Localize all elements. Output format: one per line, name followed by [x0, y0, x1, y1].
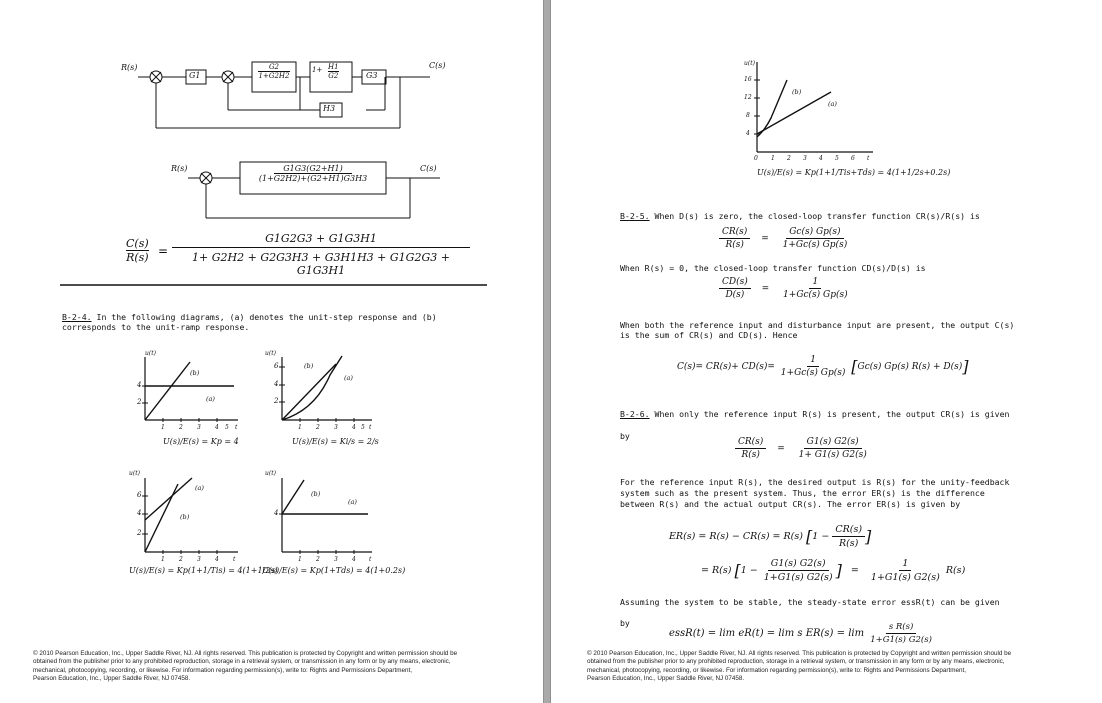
b26-text6: Assuming the system to be stable, the steady-state error essR(t) can be given: [620, 597, 1000, 607]
plot2-caption: U(s)/E(s) = Ki/s = 2/s: [292, 437, 379, 446]
top-plot: [551, 0, 1102, 170]
b26-eq3-br-prefix: 1 −: [740, 565, 758, 576]
top-plot-ytick-16: 16: [744, 76, 752, 83]
b25-eq1-den: 1+Gc(s) Gp(s): [782, 240, 848, 250]
b26-eq1-lhs-num: CR(s): [735, 437, 766, 449]
plot2-xtick-1: 1: [298, 424, 302, 431]
top-plot-xtick-0: 0: [754, 155, 758, 162]
top-plot-ytick-4: 4: [746, 130, 750, 137]
b25-eq1-num: Gc(s) Gp(s): [786, 227, 843, 239]
plot3-label-b: (b): [180, 513, 190, 521]
plot2-ytick-2: 2: [274, 397, 279, 405]
diagram1-output: C(s): [429, 61, 446, 70]
plot2-xtick-t: t: [369, 424, 372, 431]
tf-lhs-num: C(s): [126, 237, 149, 250]
plot3-caption: U(s)/E(s) = Kp(1+1/Tis) = 4(1+1/2s): [129, 566, 278, 575]
b25-eq2-den: 1+Gc(s) Gp(s): [783, 290, 848, 300]
top-plot-xtick-1: 1: [771, 155, 775, 162]
b26-eq2: ER(s) = R(s) − CR(s) = R(s) [1 − $\frac{CR(s)}{R(s)}$ ]: [669, 524, 872, 549]
b25-text1: When D(s) is zero, the closed-loop transfer function CR(s)/R(s) is: [654, 211, 980, 221]
plot-4: [279, 478, 372, 554]
b26-eq4: [669, 622, 935, 645]
block-g2-num: G2: [258, 63, 290, 72]
b26-eq1-lhs-den: R(s): [741, 450, 760, 460]
b26-line1: [620, 409, 1009, 419]
top-plot-xtick-4: 4: [819, 155, 823, 162]
tf-lhs-den: R(s): [126, 251, 149, 264]
tf-num: G1G2G3 + G1G3H1: [172, 232, 470, 248]
b25-text4: is the sum of CR(s) and CD(s). Hence: [620, 330, 798, 340]
left-footer-line4: Pearson Education, Inc., Upper Saddle River, NJ 07458.: [33, 674, 191, 682]
plot4-ytick-4: 4: [274, 509, 279, 517]
top-plot-xtick-2: 2: [787, 155, 791, 162]
plot-2: [279, 356, 372, 422]
b25-text3: When both the reference input and disturbance input are present, the output C(s): [620, 320, 1015, 330]
left-footer-line2: obtained from the publisher prior to any prohibited reproduction, storage in a retrieval system, or transmission in any form or by any means, electronic,: [33, 658, 451, 666]
plot1-label-b: (b): [190, 369, 200, 377]
top-plot-ylabel: u(t): [744, 60, 755, 67]
plot1-ramp-line: [145, 362, 190, 420]
diagram2-output: C(s): [420, 164, 437, 173]
b25-eq3-bracket: Gc(s) Gp(s) R(s) + D(s): [857, 362, 963, 372]
plot4-xtick-2: 2: [316, 556, 320, 563]
plot2-ytick-4: 4: [274, 380, 279, 388]
plot-3: [142, 478, 238, 554]
plot2-label-a: (a): [344, 374, 353, 382]
b24-label: B-2-4.: [62, 312, 92, 322]
top-plot-ytick-8: 8: [746, 112, 750, 119]
b25-eq2: $\frac{CD(s)}{D(s)}$ = $\frac{1}{1+Gc(s) Gp(s)}$: [719, 277, 851, 300]
b26-eq2-lhs: ER(s) = R(s) − CR(s) = R(s): [669, 531, 803, 542]
plot4-label-b: (b): [311, 490, 321, 498]
b26-eq3-lhs: = R(s): [701, 565, 732, 576]
plot3-ytick-4: 4: [137, 509, 142, 517]
plot3-ylabel: u(t): [129, 470, 140, 477]
b25-text2: When R(s) = 0, the closed-loop transfer function CD(s)/D(s) is: [620, 263, 926, 273]
b26-text2: by: [620, 431, 630, 441]
b26-eq3-tail: R(s): [945, 565, 966, 576]
b26-eq1-num: G1(s) G2(s): [804, 437, 862, 449]
diagram2-input: R(s): [171, 164, 188, 173]
plot-1: [142, 357, 238, 422]
plot3-label-a: (a): [195, 484, 204, 492]
top-plot-ytick-12: 12: [744, 94, 752, 101]
block-mid-prefix: 1+: [312, 66, 323, 74]
right-footer-line4: Pearson Education, Inc., Upper Saddle River, NJ 07458.: [587, 674, 745, 682]
b26-eq2-br-prefix: 1 −: [812, 531, 830, 542]
plot1-ytick-2: 2: [137, 398, 142, 406]
plot1-xtick-5: 5: [225, 424, 229, 431]
plot3-xtick-1: 1: [161, 556, 165, 563]
b25-eq3-den: 1+Gc(s) Gp(s): [780, 368, 846, 378]
b26-eq3: = R(s) [1 − $\frac{G1(s) G2(s)}{1+G1(s) G2(s)}$ ] = $\frac{1}{1+G1(s) G2(s)}$ R(s): [701, 558, 966, 583]
right-footer-line2: obtained from the publisher prior to any prohibited reproduction, storage in a retrieval system, or transmission in any form or by any means, electronic,: [587, 658, 1005, 666]
diagram2-den: (1+G2H2)+(G2+H1)G3H3: [258, 174, 368, 183]
plot3-ytick-2: 2: [137, 529, 142, 537]
b25-eq2-num: 1: [809, 277, 821, 289]
b24-text1: In the following diagrams, (a) denotes the unit-step response and (b): [96, 312, 437, 322]
b26-text5: between R(s) and the actual output CR(s). The error ER(s) is given by: [620, 499, 961, 509]
top-plot-label-b: (b): [792, 88, 802, 96]
plot2-xtick-5: 5: [361, 424, 365, 431]
plot1-xtick-1: 1: [161, 424, 165, 431]
b26-text7: by: [620, 618, 630, 628]
b24-plots: [0, 0, 543, 600]
b26-eq2-br-den: R(s): [838, 538, 859, 549]
plot2-xtick-4: 4: [352, 424, 356, 431]
plot1-label-a: (a): [206, 395, 215, 403]
plot4-xtick-t: t: [369, 556, 372, 563]
b26-eq1: $\frac{CR(s)}{R(s)}$ = $\frac{G1(s) G2(s)}{1+ G1(s) G2(s)}$: [735, 437, 870, 460]
b25-eq3-lhs: C(s)= CR(s)+ CD(s)=: [677, 362, 775, 372]
block-g2-den: 1+G2H2: [258, 72, 290, 80]
top-plot-line-b: [757, 80, 787, 137]
plot4-xtick-3: 3: [334, 556, 338, 563]
left-footer-line1: © 2010 Pearson Education, Inc., Upper Saddle River, NJ. All rights reserved. This publication is protected by Copyright and written permission should be: [33, 650, 458, 657]
plot2-xtick-3: 3: [334, 424, 338, 431]
block-mid-den: G2: [328, 72, 339, 80]
plot4-ramp-line: [282, 480, 304, 514]
diagram1-input: R(s): [121, 63, 138, 72]
plot1-xtick-4: 4: [215, 424, 219, 431]
right-page: [551, 0, 1102, 703]
tf-den: 1+ G2H2 + G2G3H3 + G3H1H3 + G1G2G3 + G1G3H1: [192, 251, 450, 277]
b25-eq2-lhs-den: D(s): [725, 290, 745, 300]
plot1-xtick-t: t: [235, 424, 238, 431]
plot4-caption: U(s)/E(s) = Kp(1+Tds) = 4(1+0.2s): [262, 566, 406, 575]
b25-label: B-2-5.: [620, 211, 650, 221]
left-footer-line3: mechanical, photocopying, recording, or likewise. For information regarding permission(s), write to: Rights and Permissions Department,: [33, 666, 413, 674]
b25-eq2-lhs-num: CD(s): [719, 277, 751, 289]
b26-text4: system such as the present system. Thus, the error ER(s) is the difference: [620, 488, 985, 498]
plot4-xtick-1: 1: [298, 556, 302, 563]
b25-eq1-lhs-den: R(s): [725, 240, 744, 250]
plot4-ylabel: u(t): [265, 470, 276, 477]
b25-eq1-lhs-num: CR(s): [719, 227, 750, 239]
top-plot-xtick-t: t: [867, 155, 870, 162]
left-footer: [33, 650, 457, 683]
right-footer-line1: © 2010 Pearson Education, Inc., Upper Saddle River, NJ. All rights reserved. This publication is protected by Copyright and written permission should be: [587, 650, 1012, 657]
plot3-xtick-t: t: [233, 556, 236, 563]
b26-eq3-r-num: 1: [899, 558, 911, 571]
plot2-xtick-2: 2: [316, 424, 320, 431]
b26-eq4-den: 1+G1(s) G2(s): [870, 635, 932, 645]
plot1-ytick-4: 4: [137, 381, 142, 389]
plot3-ramp-line: [145, 484, 178, 552]
b25-eq3-num: 1: [807, 355, 819, 367]
b26-eq2-br-num: CR(s): [832, 524, 865, 537]
b26-eq3-br-den: 1+G1(s) G2(s): [763, 572, 833, 583]
top-plot-xtick-6: 6: [851, 155, 855, 162]
b25-eq1: $\frac{CR(s)}{R(s)}$ = $\frac{Gc(s) Gp(s)}{1+Gc(s) Gp(s)}$: [719, 227, 850, 250]
b25-line1: [620, 211, 980, 221]
b26-label: B-2-6.: [620, 409, 650, 419]
block-g3: G3: [366, 71, 378, 80]
block-h3: H3: [323, 104, 336, 113]
plot1-caption: U(s)/E(s) = Kp = 4: [163, 437, 239, 446]
plot4-label-a: (a): [348, 498, 357, 506]
plot3-xtick-2: 2: [179, 556, 183, 563]
b25-eq3: C(s)= CR(s)+ CD(s)= $\frac{1}{1+Gc(s) Gp(s)}$ [Gc(s) Gp(s) R(s) + D(s)]: [677, 355, 969, 378]
plot1-ylabel: u(t): [145, 350, 156, 357]
left-page: [0, 0, 543, 703]
b26-text3: For the reference input R(s), the desired output is R(s) for the unity-feedback: [620, 477, 1010, 487]
top-plot-label-a: (a): [828, 100, 837, 108]
plot2-ytick-6: 6: [274, 362, 279, 370]
plot3-xtick-4: 4: [215, 556, 219, 563]
b24-text2: corresponds to the unit-ramp response.: [62, 322, 250, 332]
b26-eq4-lhs: essR(t) = lim eR(t) = lim s ER(s) = lim: [669, 628, 865, 639]
right-footer-line3: mechanical, photocopying, recording, or likewise. For information regarding permission(s), write to: Rights and Permissions Department,: [587, 666, 967, 674]
block-mid-num: H1: [328, 63, 339, 71]
block-g1: G1: [189, 71, 201, 80]
b26-eq3-mid: =: [850, 565, 859, 576]
b26-text1: When only the reference input R(s) is present, the output CR(s) is given: [654, 409, 1010, 419]
plot3-xtick-3: 3: [197, 556, 201, 563]
top-plot-xtick-3: 3: [803, 155, 807, 162]
b26-eq3-r-den: 1+G1(s) G2(s): [870, 572, 940, 583]
plot4-xtick-4: 4: [352, 556, 356, 563]
b26-eq1-den: 1+ G1(s) G2(s): [798, 450, 867, 460]
top-plot-line-a: [757, 92, 831, 134]
plot2-ylabel: u(t): [265, 350, 276, 357]
right-footer: [587, 650, 1011, 683]
top-plot-caption: U(s)/E(s) = Kp(1+1/Tis+Tds) = 4(1+1/2s+0.2s): [757, 168, 951, 177]
plot2-label-b: (b): [304, 362, 314, 370]
tf-eq: =: [158, 244, 169, 258]
top-plot-xtick-5: 5: [835, 155, 839, 162]
plot1-xtick-3: 3: [197, 424, 201, 431]
plot2-step-line: [282, 364, 336, 420]
plot3-ytick-6: 6: [137, 491, 142, 499]
plot1-xtick-2: 2: [179, 424, 183, 431]
page-gutter: [543, 0, 551, 703]
b26-eq3-br-num: G1(s) G2(s): [768, 558, 829, 571]
diagram2-num: G1G3(G2+H1): [274, 164, 352, 174]
b26-eq4-num: s R(s): [886, 622, 916, 634]
